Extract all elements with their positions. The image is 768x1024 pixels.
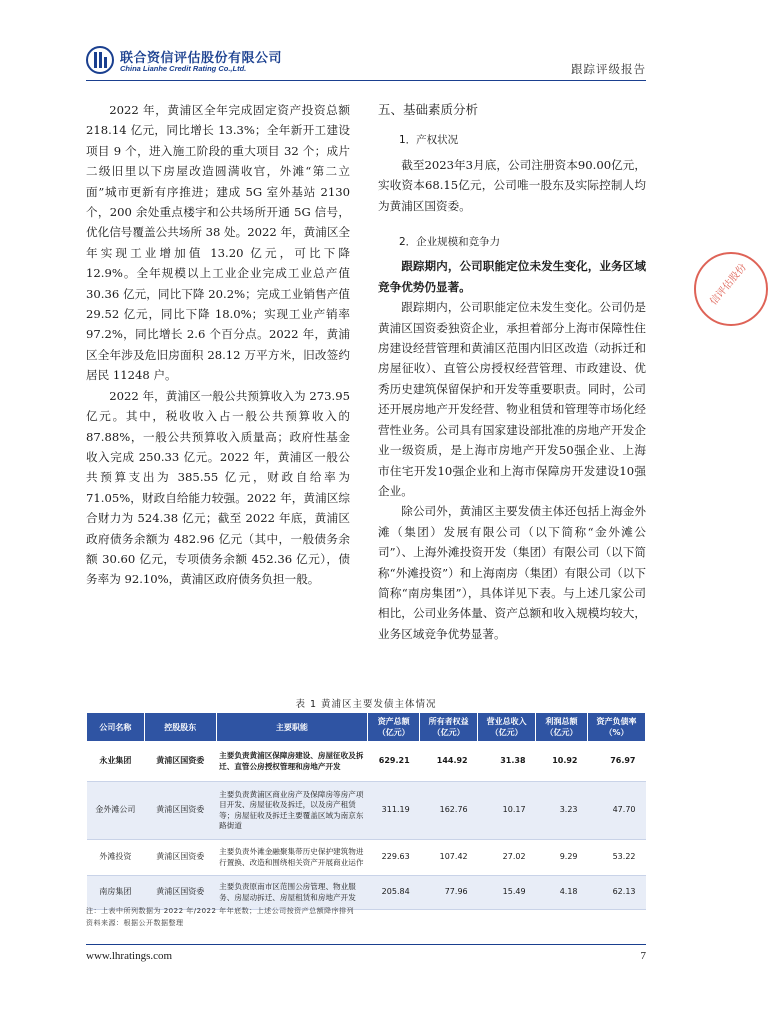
table-row bbox=[87, 742, 646, 782]
cell-debt-ratio: 47.70 bbox=[588, 782, 646, 840]
right-column bbox=[378, 100, 646, 644]
cell-assets: 311.19 bbox=[368, 782, 420, 840]
table-caption: 表 1 黄浦区主要发债主体情况 bbox=[295, 699, 437, 710]
lianhe-logo-icon bbox=[86, 46, 114, 74]
cell-profit: 3.23 bbox=[536, 782, 588, 840]
cell-equity: 77.96 bbox=[420, 876, 478, 910]
paragraph-investment: 2022 年，黄浦区全年完成固定资产投资总额 218.14 亿元，同比增长 13.3%；全年新开工建设项目 9 个，进入施工阶段的重大项目 32 个；成片二级旧里以下房屋改造圆满收官，外滩“第二立面”城市更新有序推进；建成 5G 室外基站 2130 个，200 余处重点楼宇和公共场所开通 5G 信号，优化信号覆盖公共场所 38 处。2022 年，黄浦区全年实现工业增加值 13.20 亿元，可比下降 12.9%。全年规模以上工业企业完成工业总产值 30.36 亿元，同比下降 20.2%；完成工业销售产值 29.52 亿元，同比下降 18.0%；实现工业产销率 97.2%，同比增长 2.6 个百分点。2022 年，黄浦区全年涉及危旧房面积 28.12 万平方米，旧改签约居民 11248 户。 bbox=[86, 103, 351, 383]
col-header: 控股股东 bbox=[144, 713, 216, 742]
table-note: 注：上表中所列数据为 2022 年/2022 年年底数；上述公司按资产总额降序排列 bbox=[86, 907, 355, 915]
paragraph-other-issuers: 除公司外，黄浦区主要发债主体还包括上海金外滩（集团）发展有限公司（以下简称“金外滩公司”）、上海外滩投资开发（集团）有限公司（以下简称“外滩投资”）和上海南房（集团）有限公司（以下简称“南房集团”），具体详见下表。与上述几家公司相比，公司业务体量、资产总额和收入规模均较大，业务区域竞争优势显著。 bbox=[378, 504, 646, 641]
left-column bbox=[86, 100, 350, 590]
cell-equity: 162.76 bbox=[420, 782, 478, 840]
report-type: 跟踪评级报告 bbox=[571, 62, 646, 76]
cell-revenue: 15.49 bbox=[478, 876, 536, 910]
cell-shareholder: 黄浦区国资委 bbox=[144, 782, 216, 840]
cell-revenue: 27.02 bbox=[478, 840, 536, 876]
col-header: 公司名称 bbox=[87, 713, 145, 742]
cell-revenue: 10.17 bbox=[478, 782, 536, 840]
footer-website-link[interactable]: www.lhratings.com bbox=[86, 950, 173, 962]
cell-shareholder: 黄浦区国资委 bbox=[144, 876, 216, 910]
table-row bbox=[87, 876, 646, 910]
cell-company: 金外滩公司 bbox=[87, 782, 145, 840]
cell-duty: 主要负责原南市区范围公房管理、物业服务、房屋动拆迁、房屋租赁和房地产开发 bbox=[216, 876, 368, 910]
cell-profit: 10.92 bbox=[536, 742, 588, 782]
col-header: 资产总额（亿元） bbox=[368, 713, 420, 742]
paragraph-fiscal: 2022 年，黄浦区一般公共预算收入为 273.95 亿元。其中，税收收入占一般公共预算收入的 87.88%，一般公共预算收入质量高；政府性基金收入完成 250.33 亿元。2022 年，黄浦区一般公共预算支出为 385.55 亿元，财政自给率为 71.05%，财政自给能力较强。2022 年，黄浦区综合财力为 524.38 亿元；截至 2022 年底，黄浦区政府债务余额为 482.96 亿元（其中，一般债务余额 30.60 亿元，专项债务余额 452.36 亿元），债务率为 92.10%，黄浦区政府债务负担一般。 bbox=[86, 388, 350, 587]
cell-company: 永业集团 bbox=[87, 742, 145, 782]
cell-company: 南房集团 bbox=[87, 876, 145, 910]
cell-duty: 主要负责黄浦区商业房产及保障房等房产项目开发、房屋征收及拆迁，以及房产租赁等；房屋征收及拆迁主要覆盖区域为南京东路街道 bbox=[216, 782, 368, 840]
col-header: 主要职能 bbox=[216, 713, 368, 742]
cell-assets: 629.21 bbox=[368, 742, 420, 782]
col-header: 所有者权益（亿元） bbox=[420, 713, 478, 742]
cell-assets: 205.84 bbox=[368, 876, 420, 910]
cell-duty: 主要负责外滩金融聚集带历史保护建筑物进行置换、改造和围绕相关资产开展商业运作 bbox=[216, 840, 368, 876]
cell-revenue: 31.38 bbox=[478, 742, 536, 782]
cell-shareholder: 黄浦区国资委 bbox=[144, 742, 216, 782]
table-header-row bbox=[87, 713, 646, 742]
page-header bbox=[86, 44, 646, 80]
cell-equity: 144.92 bbox=[420, 742, 478, 782]
paragraph-bold-summary: 跟踪期内，公司职能定位未发生变化，业务区域竞争优势仍显著。 bbox=[378, 259, 646, 294]
company-name-cn: 联合资信评估股份有限公司 bbox=[120, 51, 283, 66]
page-number: 7 bbox=[640, 950, 646, 962]
cell-assets: 229.63 bbox=[368, 840, 420, 876]
cell-equity: 107.42 bbox=[420, 840, 478, 876]
cell-debt-ratio: 62.13 bbox=[588, 876, 646, 910]
cell-debt-ratio: 53.22 bbox=[588, 840, 646, 876]
seal-text: 信评估股份 bbox=[708, 262, 749, 308]
cell-profit: 9.29 bbox=[536, 840, 588, 876]
issuer-table bbox=[86, 712, 646, 910]
col-header: 利润总额（亿元） bbox=[536, 713, 588, 742]
subsection-scale-title: 2．企业规模和竞争力 bbox=[399, 236, 501, 249]
subsection-equity-title: 1．产权状况 bbox=[399, 134, 459, 147]
cell-profit: 4.18 bbox=[536, 876, 588, 910]
section-title: 五、基础素质分析 bbox=[378, 102, 479, 117]
cell-duty: 主要负责黄浦区保障房建设、房屋征收及拆迁、直管公房授权管理和房地产开发 bbox=[216, 742, 368, 782]
cell-debt-ratio: 76.97 bbox=[588, 742, 646, 782]
paragraph-equity: 截至2023年3月底，公司注册资本90.00亿元，实收资本68.15亿元，公司唯一股东及实际控制人均为黄浦区国资委。 bbox=[378, 157, 646, 213]
cell-company: 外滩投资 bbox=[87, 840, 145, 876]
company-name-en: China Lianhe Credit Rating Co.,Ltd. bbox=[120, 64, 247, 73]
table-row bbox=[87, 840, 646, 876]
table-row bbox=[87, 782, 646, 840]
seal-stamp bbox=[694, 252, 768, 326]
header-divider bbox=[86, 80, 646, 81]
col-header: 资产负债率（%） bbox=[588, 713, 646, 742]
footer-divider bbox=[86, 944, 646, 945]
table-source: 资料来源：根据公开数据整理 bbox=[86, 919, 184, 927]
paragraph-scale: 跟踪期内，公司职能定位未发生变化。公司仍是黄浦区国资委独资企业，承担着部分上海市保障性住房建设经营管理和黄浦区范围内旧区改造（动拆迁和房屋征收）、直管公房授权经营管理、市政建设、优秀历史建筑保留保护和开发等重要职责。同时，公司还开展房地产开发经营、物业租赁和管理等市场化经营性业务。公司具有国家建设部批准的房地产开发企业一级资质，是上海市房地产开发50强企业、上海市住宅开发10强企业和上海市保障房开发建设10强企业。 bbox=[378, 300, 646, 498]
col-header: 营业总收入（亿元） bbox=[478, 713, 536, 742]
cell-shareholder: 黄浦区国资委 bbox=[144, 840, 216, 876]
